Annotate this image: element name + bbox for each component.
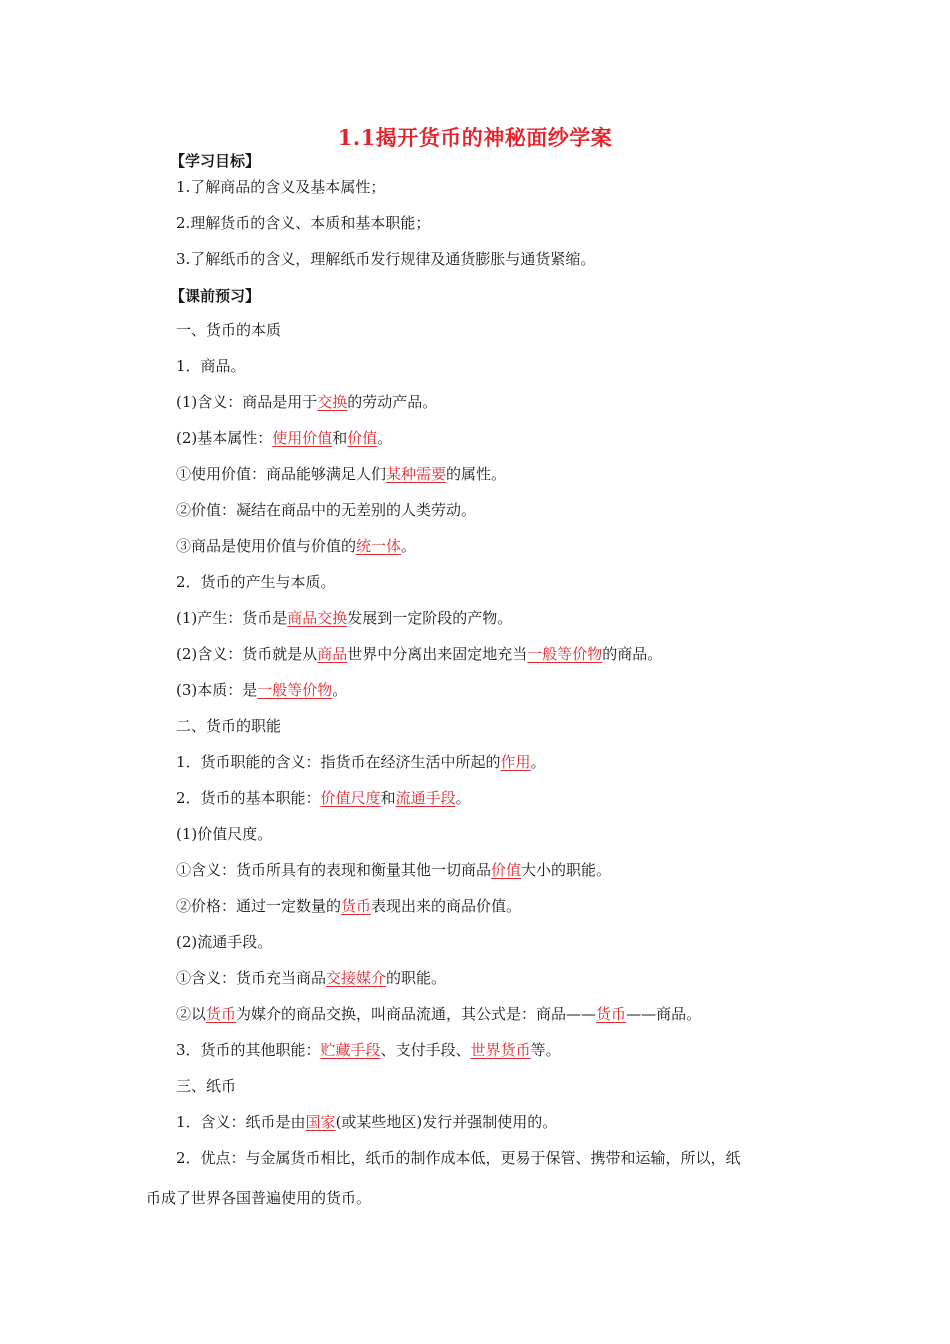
text-segment: 的属性。 — [446, 465, 507, 483]
text-segment: 的职能。 — [386, 969, 447, 987]
text-line — [176, 608, 512, 628]
text-line — [176, 392, 437, 412]
answer-blank: 交换 — [317, 393, 348, 411]
text-line — [176, 1040, 561, 1060]
section-heading — [170, 151, 260, 171]
answer-blank: 世界货币 — [470, 1041, 531, 1059]
text-segment: 2．货币的基本职能： — [176, 789, 321, 807]
answer-blank: 某种需要 — [386, 465, 447, 483]
text-segment: ②以 — [176, 1005, 207, 1023]
text-segment: 大小的职能。 — [521, 861, 612, 879]
text-segment: ②价值：凝结在商品中的无差别的人类劳动。 — [176, 501, 477, 519]
text-line — [176, 1076, 236, 1096]
text-segment: ①含义：货币所具有的表现和衡量其他一切商品 — [176, 861, 492, 879]
text-line — [176, 644, 662, 664]
text-segment: 。 — [377, 429, 393, 447]
answer-blank: 价值尺度 — [320, 789, 381, 807]
text-segment: (3)本质：是 — [176, 681, 258, 699]
answer-blank: 商品 — [317, 645, 348, 663]
answer-blank: 货币 — [596, 1005, 627, 1023]
text-segment: 1．商品。 — [176, 357, 246, 375]
text-segment: 等。 — [530, 1041, 561, 1059]
text-segment: 世界中分离出来固定地充当 — [347, 645, 528, 663]
text-segment: 发展到一定阶段的产物。 — [347, 609, 513, 627]
section-heading — [170, 286, 260, 306]
text-segment: (1)价值尺度。 — [176, 825, 273, 843]
text-line — [176, 680, 347, 700]
text-segment: 一、货币的本质 — [176, 321, 282, 339]
text-segment: 币成了世界各国普遍使用的货币。 — [146, 1189, 372, 1207]
text-segment: 。 — [332, 681, 348, 699]
answer-blank: 一般等价物 — [257, 681, 333, 699]
text-segment: 为媒介的商品交换，叫商品流通，其公式是：商品—— — [236, 1005, 597, 1023]
text-segment: 和 — [332, 429, 348, 447]
text-line — [176, 249, 595, 269]
text-segment: 、支付手段、 — [380, 1041, 471, 1059]
text-segment: 表现出来的商品价值。 — [371, 897, 522, 915]
text-line — [176, 1112, 557, 1132]
text-segment: 1.了解商品的含义及基本属性； — [176, 178, 386, 196]
text-segment: 【课前预习】 — [170, 287, 261, 305]
answer-blank: 作用 — [500, 753, 531, 771]
answer-blank: 一般等价物 — [527, 645, 603, 663]
text-line — [176, 1004, 701, 1024]
text-segment: 和 — [380, 789, 396, 807]
text-line — [176, 716, 281, 736]
text-segment: ②价格：通过一定数量的 — [176, 897, 342, 915]
text-line — [176, 177, 385, 197]
answer-blank: 统一体 — [356, 537, 402, 555]
text-segment: 1．货币职能的含义：指货币在经济生活中所起的 — [176, 753, 501, 771]
text-line — [176, 320, 281, 340]
text-line — [176, 356, 246, 376]
text-line — [176, 824, 272, 844]
answer-blank: 贮藏手段 — [320, 1041, 381, 1059]
text-segment: (或某些地区)发行并强制使用的。 — [335, 1113, 558, 1131]
text-line — [176, 1148, 741, 1168]
text-line — [176, 500, 476, 520]
text-line — [146, 1188, 371, 1208]
text-line — [176, 932, 272, 952]
text-line — [176, 464, 506, 484]
text-segment: (1)产生：货币是 — [176, 609, 288, 627]
answer-blank: 交接媒介 — [326, 969, 387, 987]
answer-blank: 价值 — [491, 861, 522, 879]
text-segment: (2)流通手段。 — [176, 933, 273, 951]
text-segment: ①使用价值：商品能够满足人们 — [176, 465, 387, 483]
text-line — [176, 788, 471, 808]
text-segment: 2．货币的产生与本质。 — [176, 573, 336, 591]
text-segment: 【学习目标】 — [170, 152, 261, 170]
text-segment: 3.了解纸币的含义，理解纸币发行规律及通货膨胀与通货紧缩。 — [176, 250, 596, 268]
text-segment: ——商品。 — [626, 1005, 702, 1023]
text-line — [176, 536, 416, 556]
text-line — [176, 896, 521, 916]
answer-blank: 使用价值 — [272, 429, 333, 447]
text-segment: (2)含义：货币就是从 — [176, 645, 318, 663]
text-line — [176, 428, 392, 448]
text-segment: ①含义：货币充当商品 — [176, 969, 327, 987]
document-title: 1.1揭开货币的神秘面纱学案 — [337, 125, 613, 150]
text-segment: (1)含义：商品是用于 — [176, 393, 318, 411]
answer-blank: 商品交换 — [287, 609, 348, 627]
text-segment: 2.理解货币的含义、本质和基本职能； — [176, 214, 431, 232]
text-segment: 。 — [401, 537, 417, 555]
text-segment: ③商品是使用价值与价值的 — [176, 537, 357, 555]
text-segment: (2)基本属性： — [176, 429, 273, 447]
answer-blank: 货币 — [206, 1005, 237, 1023]
text-line — [176, 752, 546, 772]
text-line — [176, 572, 336, 592]
text-line — [176, 968, 446, 988]
text-segment: 3．货币的其他职能： — [176, 1041, 321, 1059]
answer-blank: 流通手段 — [395, 789, 456, 807]
text-segment: 。 — [530, 753, 546, 771]
text-segment: 。 — [455, 789, 471, 807]
answer-blank: 货币 — [341, 897, 372, 915]
text-line — [176, 860, 611, 880]
text-segment: 二、货币的职能 — [176, 717, 282, 735]
text-segment: 2．优点：与金属货币相比，纸币的制作成本低，更易于保管、携带和运输，所以，纸 — [176, 1149, 741, 1167]
answer-blank: 国家 — [305, 1113, 336, 1131]
text-segment: 的商品。 — [602, 645, 663, 663]
text-line — [176, 213, 430, 233]
text-segment: 三、纸币 — [176, 1077, 237, 1095]
text-segment: 1．含义：纸币是由 — [176, 1113, 306, 1131]
text-segment: 的劳动产品。 — [347, 393, 438, 411]
answer-blank: 价值 — [347, 429, 378, 447]
